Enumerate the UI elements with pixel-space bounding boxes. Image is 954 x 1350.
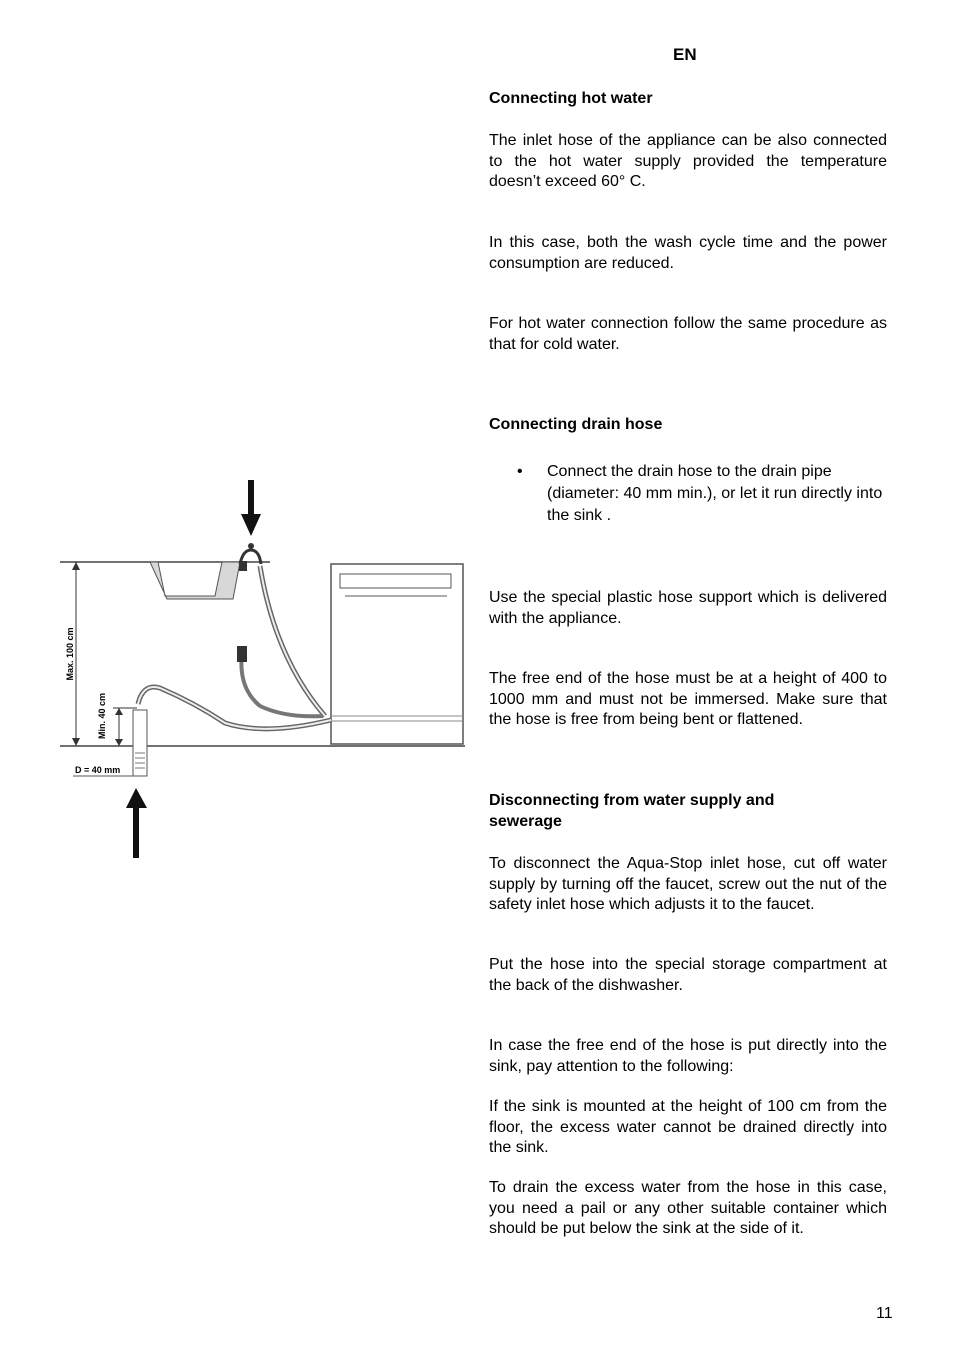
dishwasher: [331, 564, 463, 744]
hot-water-paragraph-1: The inlet hose of the appliance can be also connected to the hot water supply provided the temperature doesn’t exceed 60° C.: [489, 132, 887, 190]
aqua-stop-hose: [241, 653, 323, 716]
drain-bullet-text: Connect the drain hose to the drain pipe (diameter: 40 mm min.), or let it run directly into the sink .: [547, 463, 883, 524]
sink-basin: [150, 562, 240, 599]
drain-installation-diagram: [55, 478, 470, 863]
down-arrow-icon: [241, 480, 261, 536]
disconnect-paragraph-1: To disconnect the Aqua-Stop inlet hose, cut off water supply by turning off the faucet, screw out the nut of the safety inlet hose which adjusts it to the faucet.: [489, 855, 887, 913]
min-height-label: Min. 40 cm: [97, 692, 107, 740]
drain-pipe: [133, 710, 147, 776]
hot-water-paragraph-2: In this case, both the wash cycle time and the power consumption are reduced.: [489, 234, 887, 272]
page-number: 11: [876, 1305, 893, 1322]
drain-heading: Connecting drain hose: [489, 416, 663, 433]
disconnect-paragraph-5: To drain the excess water from the hose in this case, you need a pail or any other suitable container which should be put below the sink at the side of it.: [489, 1179, 887, 1237]
up-arrow-icon: [126, 788, 147, 858]
max-height-label: Max. 100 cm: [65, 627, 75, 681]
hot-water-paragraph-3: For hot water connection follow the same procedure as that for cold water.: [489, 315, 887, 353]
drain-hose: [138, 687, 331, 729]
hot-water-heading: Connecting hot water: [489, 90, 653, 107]
disconnect-paragraph-3: In case the free end of the hose is put directly into the sink, pay attention to the following:: [489, 1037, 887, 1075]
drain-paragraph-1: Use the special plastic hose support which is delivered with the appliance.: [489, 589, 887, 627]
drain-bullet-item: [489, 461, 887, 527]
diameter-label: D = 40 mm: [75, 765, 121, 775]
disconnect-paragraph-2: Put the hose into the special storage compartment at the back of the dishwasher.: [489, 956, 887, 994]
drain-paragraph-2: The free end of the hose must be at a height of 400 to 1000 mm and must not be immersed. Make sure that the hose is free from being bent or flattened.: [489, 670, 887, 728]
disconnect-paragraph-4: If the sink is mounted at the height of 100 cm from the floor, the excess water cannot be drained directly into the sink.: [489, 1098, 887, 1156]
disconnect-heading: Disconnecting from water supply and sewerage: [489, 792, 775, 830]
language-code: EN: [673, 45, 697, 64]
aqua-stop-valve-icon: [237, 646, 247, 662]
inlet-hose: [260, 566, 325, 716]
bullet-icon: •: [517, 463, 523, 480]
